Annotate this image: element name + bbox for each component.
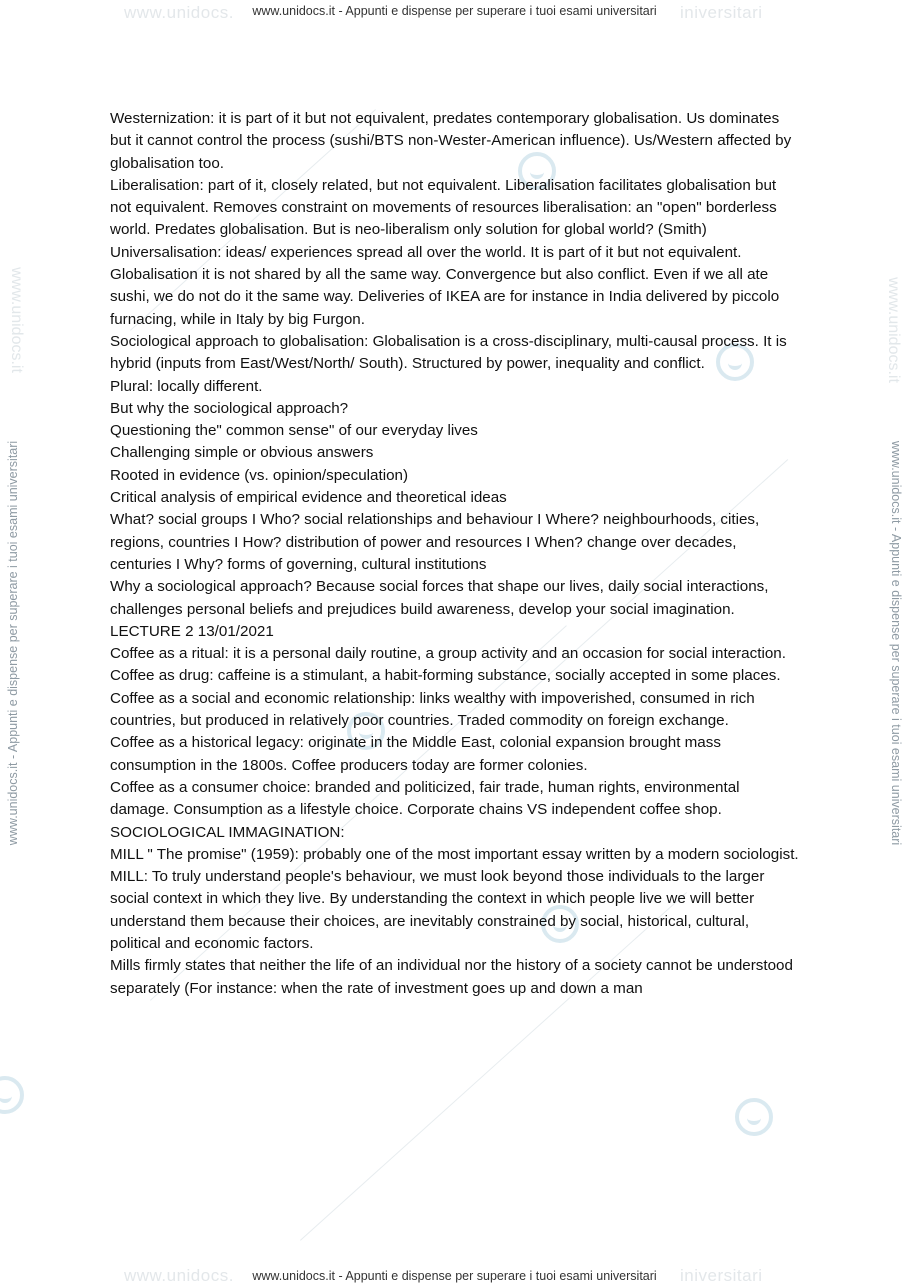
paragraph-universalisation: Universalisation: ideas/ experiences spread all over the world. It is part of it but not equivalent. Globalisation it is not shared by all the same way. Convergence but also conflict. Even if we all ate sushi, we do not do it the same way. Deliveries of IKEA are for instance in India delivered by piccolo furnacing, while in Italy by big Furgon. bbox=[110, 243, 780, 328]
paragraph-why-question: But why the sociological approach? bbox=[110, 399, 349, 417]
paragraph-westernization: Westernization: it is part of it but not equivalent, predates contemporary globalisation. Us dominates but it cannot control the process (sushi/BTS non-Wester-American influence). Us/Western affected by globalisation too. bbox=[110, 110, 792, 172]
left-side-watermark: www.unidocs.it - Appunti e dispense per superare i tuoi esami universitari bbox=[6, 440, 20, 846]
paragraph-coffee-choice: Coffee as a consumer choice: branded and politicized, fair trade, human rights, environmental damage. Consumption as a lifestyle choice. Corporate chains VS independent coffee shop. bbox=[110, 778, 740, 819]
left-side-ghost: www.unidocs.it bbox=[8, 267, 25, 373]
lecture-heading: LECTURE 2 13/01/2021 bbox=[110, 622, 274, 640]
paragraph-critical-analysis: Critical analysis of empirical evidence and theoretical ideas bbox=[110, 489, 507, 507]
paragraph-coffee-relationship: Coffee as a social and economic relationship: links wealthy with impoverished, consumed in rich countries, but produced in relatively poor countries. Traded commodity on foreign exchange. bbox=[110, 689, 755, 730]
right-side-watermark: www.unidocs.it - Appunti e dispense per superare i tuoi esami universitari bbox=[889, 440, 903, 846]
header-ghost-left: www.unidocs. bbox=[124, 3, 234, 22]
paragraph-what-who-where: What? social groups I Who? social relationships and behaviour I Where? neighbourhoods, cities, regions, countries I How? distribution of power and resources I When? change over decades, centuries I Why? forms of governing, cultural institutions bbox=[110, 511, 760, 573]
header-ghost-right: iniversitari bbox=[680, 3, 763, 22]
paragraph-sociological-approach: Sociological approach to globalisation: Globalisation is a cross-disciplinary, multi-causal process. It is hybrid (inputs from East/West/North/ South). Structured by power, inequality and conflict. bbox=[110, 332, 787, 373]
footer-ghost-left: www.unidocs. bbox=[124, 1266, 234, 1285]
paragraph-coffee-drug: Coffee as drug: caffeine is a stimulant, a habit-forming substance, socially accepted in some places. bbox=[110, 667, 781, 685]
footer-ghost-right: iniversitari bbox=[680, 1266, 763, 1285]
paragraph-evidence: Rooted in evidence (vs. opinion/speculation) bbox=[110, 466, 409, 484]
document-body bbox=[110, 108, 800, 1000]
paragraph-challenging: Challenging simple or obvious answers bbox=[110, 444, 374, 462]
section-heading-sociological-imagination: SOCIOLOGICAL IMMAGINATION: bbox=[110, 823, 345, 841]
paragraph-mills-states: Mills firmly states that neither the life of an individual nor the history of a society cannot be understood separately (For instance: when the rate of investment goes up and down a man bbox=[110, 957, 793, 997]
paragraph-coffee-ritual: Coffee as a ritual: it is a personal daily routine, a group activity and an occasion for social interaction. bbox=[110, 645, 786, 663]
paragraph-common-sense: Questioning the" common sense" of our everyday lives bbox=[110, 422, 478, 440]
paragraph-why-sociological: Why a sociological approach? Because social forces that shape our lives, daily social interactions, challenges personal beliefs and prejudices build awareness, develop your social imagination. bbox=[110, 578, 769, 618]
right-side-ghost: www.unidocs.it bbox=[885, 277, 902, 383]
paragraph-liberalisation: Liberalisation: part of it, closely related, but not equivalent. Liberalisation facilitates globalisation but not equivalent. Removes constraint on movements of resources liberalisation: an "open" borderless world. Predates globalisation. But is neo-liberalism only solution for global world? (Smith) bbox=[110, 176, 777, 239]
header-watermark-banner: www.unidocs.it - Appunti e dispense per superare i tuoi esami universitari bbox=[252, 4, 657, 18]
paragraph-mill-behaviour: MILL: To truly understand people's behaviour, we must look beyond those individuals to the larger social context in which they live. By understanding the context in which people live we will better understand them because their choices, are inevitably constrained by social, historical, cultural, political and economic factors. bbox=[110, 868, 765, 952]
paragraph-coffee-legacy: Coffee as a historical legacy: originate in the Middle East, colonial expansion brought mass consumption in the 1800s. Coffee producers today are former colonies. bbox=[110, 734, 721, 774]
watermark-logo-icon bbox=[735, 1098, 773, 1136]
footer-watermark-banner: www.unidocs.it - Appunti e dispense per superare i tuoi esami universitari bbox=[252, 1269, 657, 1283]
paragraph-mill-promise: MILL " The promise" (1959): probably one of the most important essay written by a modern sociologist. bbox=[110, 845, 799, 863]
watermark-logo-icon bbox=[0, 1076, 24, 1114]
paragraph-plural: Plural: locally different. bbox=[110, 377, 263, 395]
